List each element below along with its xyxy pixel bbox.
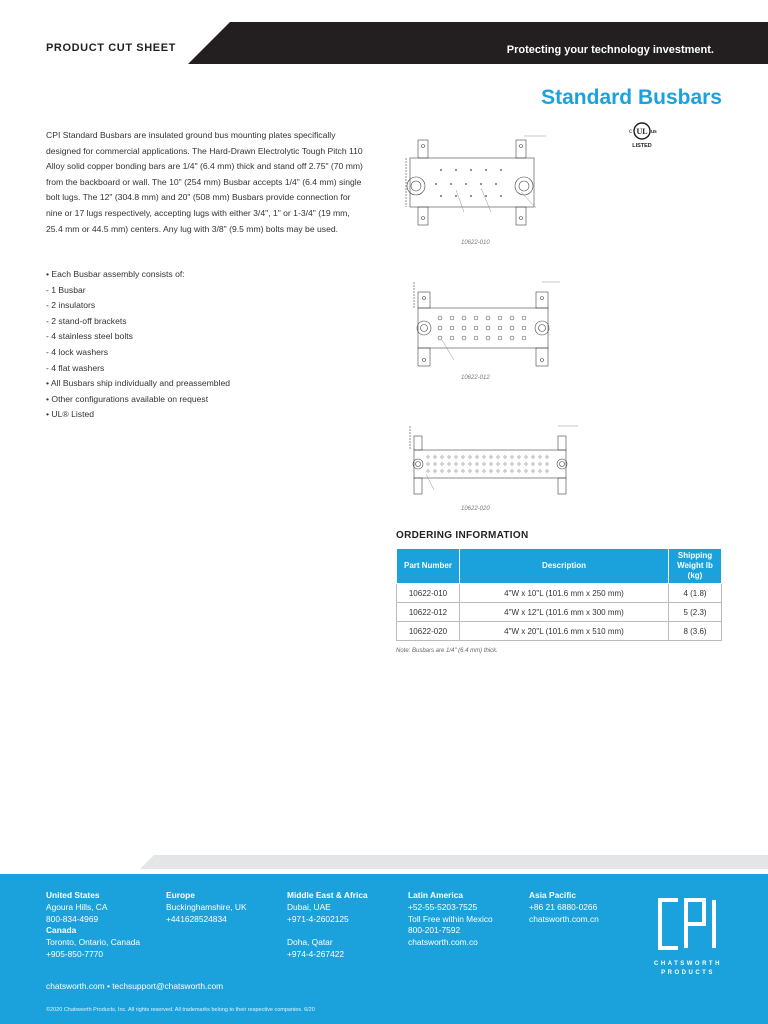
list-item: • Other configurations available on request xyxy=(46,393,209,404)
table-cell: 10622-010 xyxy=(397,584,460,603)
list-item: • Each Busbar assembly consists of: xyxy=(46,269,185,279)
chatsworth-products-wordmark xyxy=(652,960,724,978)
footer-column-middle-east-africa xyxy=(287,890,368,961)
ordering-information-heading: ORDERING INFORMATION xyxy=(396,530,529,541)
footer-column-united-states xyxy=(46,890,140,961)
list-item: • All Busbars ship individually and preassembled xyxy=(46,378,231,389)
ul-mark-us: us xyxy=(651,129,657,135)
column-header: Shipping Weight lb (kg) xyxy=(669,549,722,584)
table-row xyxy=(397,584,722,603)
drawing-label-10622-020: 10622-020 xyxy=(461,506,490,512)
logo-line: CHATSWORTH xyxy=(654,961,722,967)
header-tagline-band xyxy=(188,22,768,64)
footer-column-asia-pacific xyxy=(529,890,599,925)
footer-line[interactable]: chatsworth.com.co xyxy=(408,937,478,948)
column-header: Part Number xyxy=(397,549,460,584)
column-header: Description xyxy=(460,549,669,584)
footer-line: 800-201-7592 xyxy=(408,925,461,936)
footer-line: Dubai, UAE xyxy=(287,901,331,912)
footer-line: +974-4-267422 xyxy=(287,948,345,959)
list-item: - 2 insulators xyxy=(46,300,96,311)
header-tagline: Protecting your technology investment. xyxy=(506,44,714,56)
footer-line: +52-55-5203-7525 xyxy=(408,901,478,912)
footer-heading: United States xyxy=(46,890,100,900)
footer-heading: Latin America xyxy=(408,890,464,900)
footer-spacer xyxy=(287,925,368,937)
table-row xyxy=(397,603,722,622)
table-row xyxy=(397,622,722,641)
table-header-row xyxy=(397,549,722,584)
footer-line: +86 21 6880-0266 xyxy=(529,901,598,912)
footer-line: 800-834-4969 xyxy=(46,913,99,924)
table-cell: 5 (2.3) xyxy=(669,603,722,622)
ul-mark-ul: UL xyxy=(636,127,648,136)
table-cell: 4"W x 12"L (101.6 mm x 300 mm) xyxy=(460,603,669,622)
footer-heading: Europe xyxy=(166,890,195,900)
table-cell: 10622-020 xyxy=(397,622,460,641)
drawing-label-10622-010: 10622-010 xyxy=(461,240,490,246)
list-item: - 4 lock washers xyxy=(46,346,109,357)
thickness-note: Note: Busbars are 1/4" (6.4 mm) thick. xyxy=(396,648,498,654)
table-cell: 4"W x 10"L (101.6 mm x 250 mm) xyxy=(460,584,669,603)
list-item: - 4 stainless steel bolts xyxy=(46,331,133,342)
footer-heading: Middle East & Africa xyxy=(287,890,368,900)
table-cell: 4 (1.8) xyxy=(669,584,722,603)
footer-subheading: Canada xyxy=(46,925,77,936)
table-cell: 4"W x 20"L (101.6 mm x 510 mm) xyxy=(460,622,669,641)
product-cut-sheet-label: PRODUCT CUT SHEET xyxy=(46,42,176,54)
busbar-drawing-10622-020 xyxy=(396,420,586,500)
intro-paragraph: CPI Standard Busbars are insulated ground bus mounting plates specifically designed for commercial applications. The Hard-Drawn Electrolytic Tough Pitch 110 Alloy solid copper bonding bars are 1/4" (6.4 mm) thick and stand off 2.75" (70 mm) from the backboard or wall. The 10" (254 mm) Busbar accepts 1/4" (6.4 mm) single bolt lugs. The 12" (304.8 mm) and 20" (508 mm) Busbars provide connection for nine or 17 lugs respectively, accepting lugs with either 3/4", 1" or 1-3/4" (19 mm, 25.4 mm or 44.5 mm) centers. Any lug with 3/8" (9.5 mm) bolts may be used. xyxy=(46,130,363,234)
footer-copyright: ©2020 Chatsworth Products, Inc. All rights reserved. All trademarks belong to their respective companies. 6/20 xyxy=(46,1007,315,1013)
ul-mark-c: c xyxy=(629,129,632,135)
logo-line: PRODUCTS xyxy=(661,970,715,976)
ordering-table xyxy=(396,548,722,641)
footer-contact-links[interactable]: chatsworth.com • techsupport@chatsworth.com xyxy=(46,981,224,991)
footer xyxy=(0,874,768,1024)
drawing-label-10622-012: 10622-012 xyxy=(461,375,490,381)
footer-line[interactable]: chatsworth.com.cn xyxy=(529,913,599,924)
busbar-drawing-10622-010 xyxy=(396,130,556,235)
footer-column-latin-america xyxy=(408,890,493,949)
page-title: Standard Busbars xyxy=(541,86,722,109)
footer-line: Doha, Qatar xyxy=(287,937,333,948)
footer-line: Toll Free within Mexico xyxy=(408,913,493,924)
table-cell: 10622-012 xyxy=(397,603,460,622)
footer-line: Agoura Hills, CA xyxy=(46,901,108,912)
footer-column-europe xyxy=(166,890,247,925)
cpi-logo-icon xyxy=(652,892,724,956)
footer-line: +905-850-7770 xyxy=(46,948,104,959)
list-item: - 1 Busbar xyxy=(46,284,86,295)
ul-listed-icon xyxy=(626,120,658,152)
assembly-list xyxy=(46,267,368,423)
footer-heading: Asia Pacific xyxy=(529,890,577,900)
footer-line: +971-4-2602125 xyxy=(287,913,349,924)
table-cell: 8 (3.6) xyxy=(669,622,722,641)
list-item: - 2 stand-off brackets xyxy=(46,315,127,326)
footer-line: +441628524834 xyxy=(166,913,227,924)
list-item: • UL® Listed xyxy=(46,409,95,420)
footer-accent-band xyxy=(140,855,768,869)
list-item: - 4 flat washers xyxy=(46,362,105,373)
footer-line: Toronto, Ontario, Canada xyxy=(46,937,141,948)
busbar-drawing-10622-012 xyxy=(396,272,566,374)
footer-line: Buckinghamshire, UK xyxy=(166,901,247,912)
ul-listed-label: LISTED xyxy=(632,143,652,149)
